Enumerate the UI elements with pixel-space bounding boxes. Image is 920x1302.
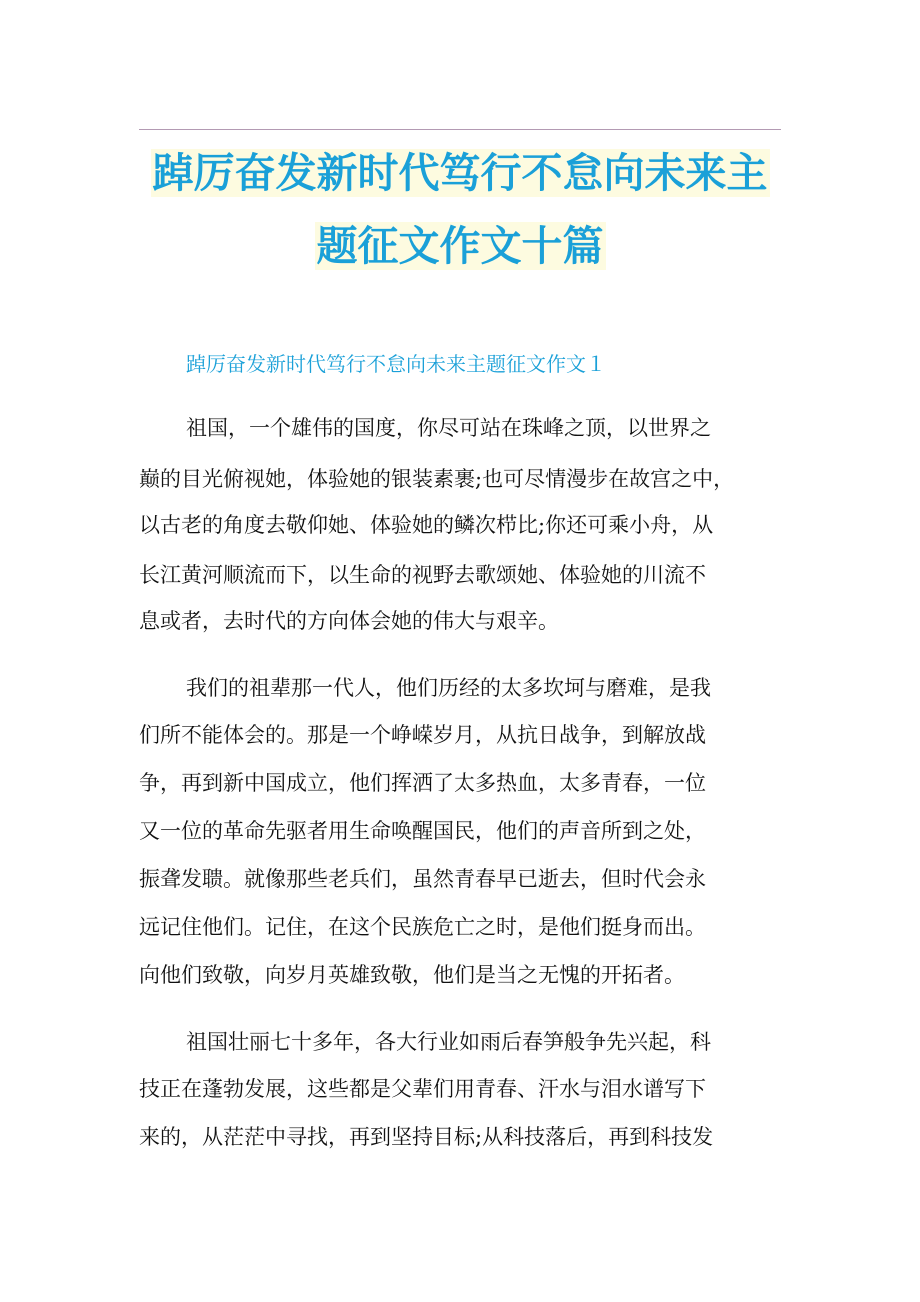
paragraph-1-line-4: 长江黄河顺流而下，以生命的视野去歌颂她、体验她的川流不: [139, 563, 706, 587]
paragraph-2-line-6: 远记住他们。记住，在这个民族危亡之时，是他们挺身而出。: [139, 915, 706, 939]
paragraph-3-line-2: 技正在蓬勃发展，这些都是父辈们用青春、汗水与泪水谱写下: [139, 1077, 706, 1101]
paragraph-3-line-3: 来的，从茫茫中寻找，再到坚持目标;从科技落后，再到科技发: [139, 1125, 714, 1149]
paragraph-1-line-5: 息或者，去时代的方向体会她的伟大与艰辛。: [139, 609, 559, 633]
paragraph-2-line-3: 争，再到新中国成立，他们挥洒了太多热血，太多青春，一位: [139, 771, 706, 795]
document-title-line-2: 题征文作文十篇: [316, 222, 604, 270]
paragraph-2-line-2: 们所不能体会的。那是一个峥嵘岁月，从抗日战争，到解放战: [139, 723, 706, 747]
paragraph-1-line-1: 祖国，一个雄伟的国度，你尽可站在珠峰之顶，以世界之: [186, 416, 711, 440]
paragraph-2-line-5: 振聋发聩。就像那些老兵们，虽然青春早已逝去，但时代会永: [139, 867, 706, 891]
section-title: 踔厉奋发新时代笃行不怠向未来主题征文作文１: [186, 352, 606, 376]
paragraph-1-line-2: 巅的目光俯视她，体验她的银装素裹;也可尽情漫步在故宫之中，: [139, 467, 735, 491]
document-title-line-1: 踔厉奋发新时代笃行不怠向未来主: [152, 149, 768, 197]
header-divider: [139, 129, 781, 130]
paragraph-1-line-3: 以古老的角度去敬仰她、体验她的鳞次栉比;你还可乘小舟，从: [139, 513, 714, 537]
paragraph-2-line-7: 向他们致敬，向岁月英雄致敬，他们是当之无愧的开拓者。: [139, 963, 685, 987]
paragraph-3-line-1: 祖国壮丽七十多年，各大行业如雨后春笋般争先兴起，科: [186, 1030, 711, 1054]
paragraph-2-line-4: 又一位的革命先驱者用生命唤醒国民，他们的声音所到之处，: [139, 819, 706, 843]
paragraph-2-line-1: 我们的祖辈那一代人，他们历经的太多坎坷与磨难，是我: [186, 676, 711, 700]
